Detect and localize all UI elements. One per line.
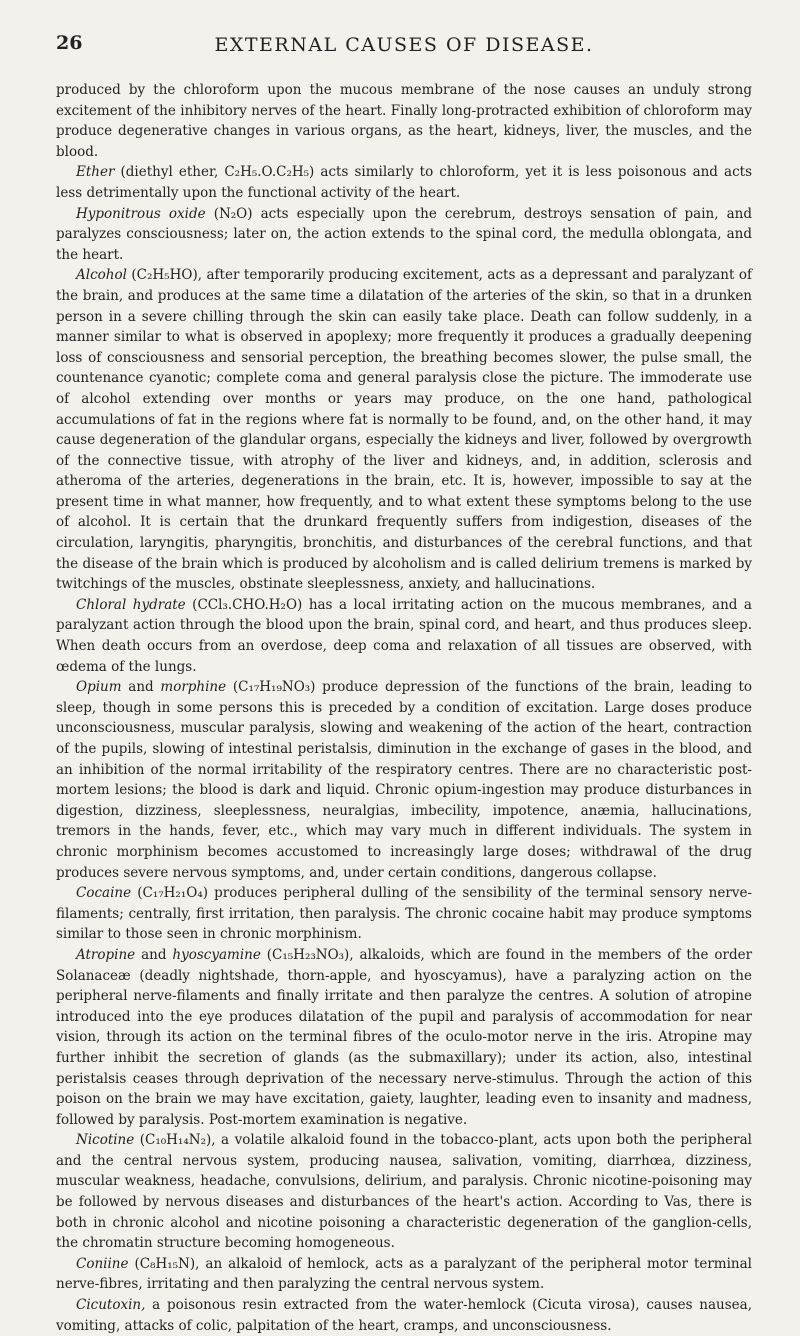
paragraph-cocaine	[56, 883, 752, 945]
chemical-formula: (C₈H₁₅N),	[134, 1255, 200, 1272]
substance-term: Hyponitrous oxide	[76, 205, 206, 222]
chemical-formula: (C₂H₅HO),	[131, 267, 202, 284]
term-joiner: and	[141, 946, 167, 963]
substance-term: Cicutoxin,	[76, 1297, 146, 1314]
substance-term: Alcohol	[76, 267, 127, 284]
paragraph-text: after temporarily producing excitement, acts as a depressant and paralyzant of the brain, and produces at the same time a dilatation of the arteries of the skin, so that in a drunken person in a severe chilling through the skin can easily take place. Death can follow suddenly, in a manner similar to what is observed in apoplexy; more frequently it produces a gradually deepening loss of consciousness and sensorial perception, the breathing becomes slower, the pulse small, the countenance cyanotic; complete coma and general paralysis close the picture. The immoderate use of alcohol extending over months or years may produce, on the one hand, pathological accumulations of fat in the regions where fat is normally to be found, and, on the other hand, it may cause degeneration of the glandular organs, especially the kidneys and liver, followed by overgrowth of the connective tissue, with atrophy of the liver and kidneys, and, in addition, sclerosis and atheroma of the arteries, degenerations in the brain, etc. It is, however, impossible to say at the present time in what manner, how frequently, and to what extent these symptoms belong to the use of alcohol. It is certain that the drunkard frequently suffers from indigestion, diseases of the circulation, laryngitis, pharyngitis, bronchitis, and disturbances of the cerebral functions, and that the disease of the brain which is produced by alcoholism and is called delirium tremens is marked by twitchings of the muscles, obstinate sleeplessness, anxiety, and hallucinations.	[56, 267, 753, 593]
paragraph-atropine-hyoscyamine	[56, 945, 752, 1130]
chemical-formula: (diethyl ether, C₂H₅.O.C₂H₅)	[120, 164, 315, 181]
paragraph-opium-morphine	[56, 677, 752, 883]
paragraph-nicotine	[56, 1130, 752, 1254]
substance-term: Cocaine	[76, 885, 132, 902]
chemical-formula: (C₁₇H₂₁O₄)	[137, 885, 208, 902]
paragraph-cicutoxin	[56, 1295, 752, 1336]
substance-term: Opium	[76, 679, 122, 696]
chemical-formula: (C₁₀H₁₄N₂),	[139, 1132, 216, 1149]
paragraph-chloral-hydrate	[56, 595, 752, 677]
paragraph-text: a poisonous resin extracted from the water-hemlock (Cicuta virosa), causes nausea, vomiting, attacks of colic, palpitation of the heart, cramps, and unconsciousness.	[56, 1297, 752, 1334]
paragraph-text: acts especially upon the cerebrum, destroys sensation of pain, and paralyzes consciousness; later on, the action extends to the spinal cord, the medulla oblongata, and the heart.	[56, 205, 752, 263]
substance-term-secondary: morphine	[160, 679, 227, 696]
chemical-formula: (N₂O)	[213, 205, 253, 222]
paragraph-text: produces peripheral dulling of the sensibility of the terminal sensory nerve-filaments; centrally, first irritation, then paralysis. The chronic cocaine habit may produce symptoms similar to those seen in chronic morphinism.	[56, 885, 752, 943]
body-text	[56, 80, 752, 1336]
paragraph-text: has a local irritating action on the mucous membranes, and a paralyzant action through the blood upon the brain, spinal cord, and heart, and thus produces sleep. When death occurs from an overdose, deep coma and relaxation of all tissues are observed, with œdema of the lungs.	[56, 596, 752, 675]
page-header	[56, 32, 752, 72]
substance-term: Ether	[76, 164, 115, 181]
substance-term: Atropine	[76, 946, 136, 963]
paragraph-text: acts similarly to chloroform, yet it is less poisonous and acts less detrimentally upon the functional activity of the heart.	[56, 164, 752, 201]
running-head: EXTERNAL CAUSES OF DISEASE.	[214, 34, 594, 56]
page-number: 26	[56, 32, 83, 54]
paragraph-coniine	[56, 1254, 752, 1295]
chemical-formula: (C₁₅H₂₃NO₃),	[266, 946, 354, 963]
paragraph-ether	[56, 162, 752, 203]
paragraph-alcohol	[56, 265, 752, 595]
paragraph-text: a volatile alkaloid found in the tobacco-plant, acts upon both the peripheral and the central nervous system, producing nausea, salivation, vomiting, diarrhœa, dizziness, muscular weakness, headache, convulsions, delirium, and paralysis. Chronic nicotine-poisoning may be followed by nervous diseases and disturbances of the heart's action. According to Vas, there is both in chronic alcohol and nicotine poisoning a characteristic degeneration of the ganglion-cells, the chromatin structure becoming homogeneous.	[56, 1132, 752, 1252]
paragraph-text: produce depression of the functions of the brain, leading to sleep, though in some persons this is preceded by a condition of excitation. Large doses produce unconsciousness, muscular paralysis, slowing and weakening of the action of the heart, contraction of the pupils, slowing of intestinal peristalsis, diminution in the exchange of gases in the blood, and an inhibition of the normal irritability of the respiratory centres. There are no characteristic post-mortem lesions; the blood is dark and liquid. Chronic opium-ingestion may produce disturbances in digestion, dizziness, sleeplessness, neuralgias, imbecility, impotence, anæmia, hallucinations, tremors in the hands, fever, etc., which may vary much in different individuals. The system in chronic morphinism becomes accustomed to increasingly large doses; withdrawal of the drug produces severe nervous symptoms, and, under certain conditions, dangerous collapse.	[56, 679, 753, 881]
paragraph-text: produced by the chloroform upon the mucous membrane of the nose causes an unduly strong excitement of the inhibitory nerves of the heart. Finally long-protracted exhibition of chloroform may produce degenerative changes in various organs, as the heart, kidneys, liver, the muscles, and the blood.	[56, 82, 752, 160]
substance-term-secondary: hyoscyamine	[172, 946, 261, 963]
paragraph-chloroform-continued	[56, 80, 752, 162]
substance-term: Nicotine	[76, 1132, 135, 1149]
paragraph-text: an alkaloid of hemlock, acts as a paralyzant of the peripheral motor terminal nerve-fibres, irritating and then paralyzing the central nervous system.	[56, 1255, 752, 1293]
chemical-formula: (CCl₃.CHO.H₂O)	[192, 596, 303, 613]
substance-term: Chloral hydrate	[76, 596, 186, 613]
term-joiner: and	[128, 679, 154, 696]
paragraph-text: alkaloids, which are found in the members of the order Solanaceæ (deadly nightshade, thorn-apple, and hyoscyamus), have a paralyzing action on the peripheral nerve-filaments and finally irritate and then paralyze the centres. A solution of atropine introduced into the eye produces dilatation of the pupil and paralysis of accommodation for near vision, through its action on the terminal fibres of the oculo-motor nerve in the iris. Atropine may further inhibit the secretion of glands (as the submaxillary); under its action, also, intestinal peristalsis ceases through deprivation of the necessary nerve-stimulus. Through the action of this poison on the brain we may have excitation, gaiety, laughter, leading even to insanity and madness, followed by paralysis. Post-mortem examination is negative.	[56, 946, 753, 1128]
paragraph-hyponitrous-oxide	[56, 204, 752, 266]
chemical-formula: (C₁₇H₁₉NO₃)	[232, 679, 316, 696]
substance-term: Coniine	[76, 1255, 129, 1272]
